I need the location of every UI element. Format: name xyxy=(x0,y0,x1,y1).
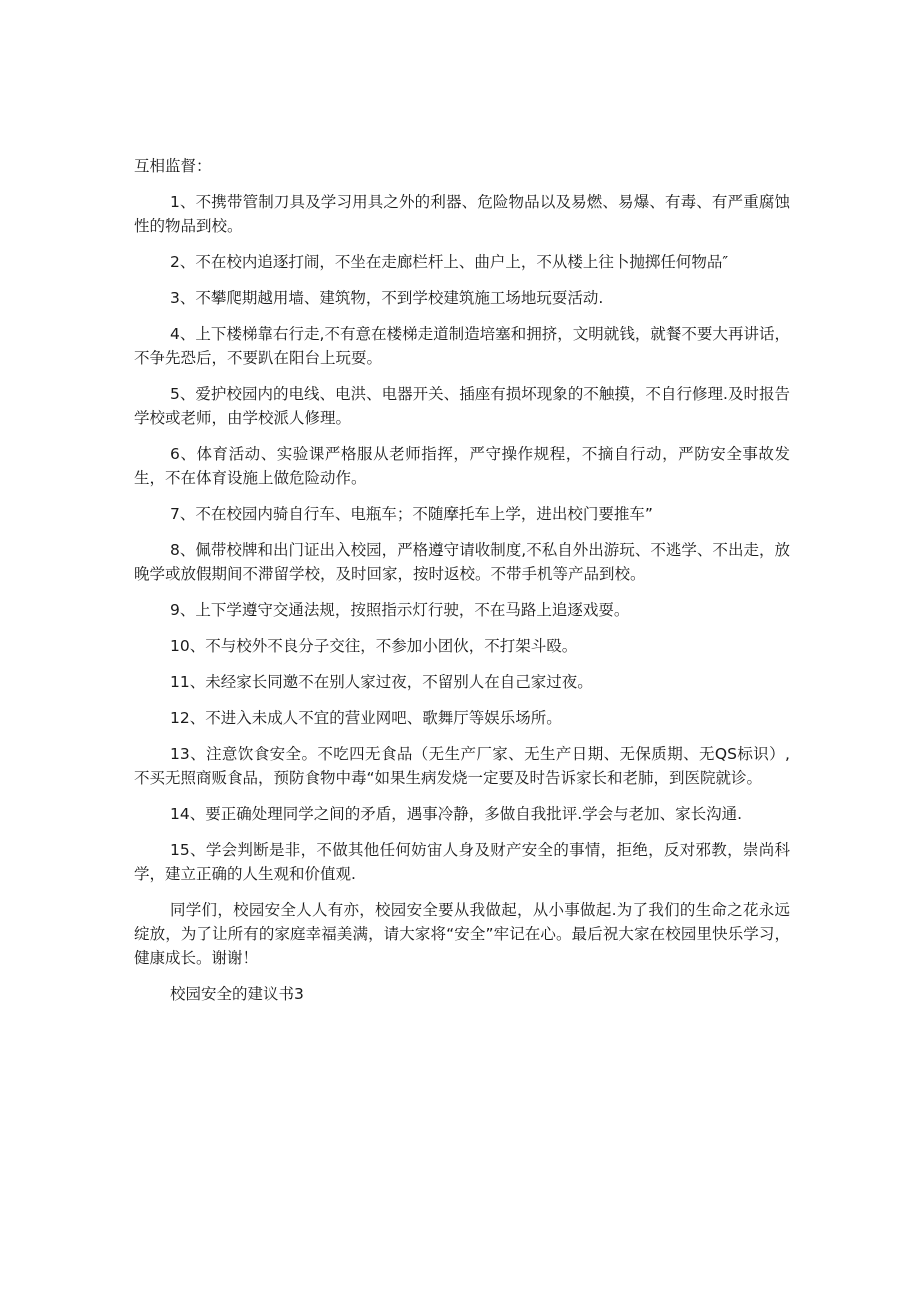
next-section-title: 校园安全的建议书3 xyxy=(170,985,304,1003)
list-item-2: 2、不在校内追逐打闹，不坐在走廊栏杆上、曲户上，不从楼上往卜抛掷任何物品″ xyxy=(170,253,729,271)
list-item-14: 14、要正确处理同学之间的矛盾，遇事冷静，多做自我批评.学会与老加、家长沟通. xyxy=(170,805,743,823)
list-item-1: 1、不携带管制刀具及学习用具之外的利器、危险物品以及易燃、易爆、有毒、有严重腐蚀性的物品到校。 xyxy=(134,193,790,235)
list-item-13: 13、注意饮食安全。不吃四无食品（无生产厂家、无生产日期、无保质期、无QS标识）,不买无照商贩食品，预防食物中毒“如果生病发烧一定要及时告诉家长和老肺，到医院就诊。 xyxy=(134,745,790,787)
list-item-11: 11、未经家长同邀不在别人家过夜，不留别人在自己家过夜。 xyxy=(170,673,593,691)
list-item-10: 10、不与校外不良分子交往，不参加小团伙，不打架斗殴。 xyxy=(170,637,578,655)
list-item-8: 8、佩带校牌和出门证出入校园，严格遵守请收制度,不私自外出游玩、不逃学、不出走，放晚学或放假期间不滞留学校，及时回家，按时返校。不带手机等产品到校。 xyxy=(134,541,790,583)
section-heading: 互相监督： xyxy=(134,157,212,175)
list-item-4: 4、上下楼梯靠右行走,不有意在楼梯走道制造培塞和拥挤，文明就钱，就餐不要大再讲话，不争先恐后，不要趴在阳台上玩耍。 xyxy=(134,325,790,367)
list-item-7: 7、不在校园内骑自行车、电瓶车；不随摩托车上学，进出校门要推车” xyxy=(170,505,653,523)
document-body xyxy=(134,154,790,1006)
list-item-12: 12、不进入未成人不宜的营业网吧、歌舞厅等娱乐场所。 xyxy=(170,709,562,727)
list-item-15: 15、学会判断是非，不做其他任何妨宙人身及财产安全的事情，拒绝，反对邪教，崇尚科学，建立正确的人生观和价值观. xyxy=(134,841,790,883)
list-item-6: 6、体育活动、实验课严格服从老师指挥，严守操作规程，不摘自行动，严防安全事故发生，不在体育设施上做危险动作。 xyxy=(134,445,790,487)
list-item-3: 3、不攀爬期越用墙、建筑物，不到学校建筑施工场地玩耍活动. xyxy=(170,289,604,307)
list-item-5: 5、爱护校园内的电线、电洪、电器开关、插座有损坏现象的不触摸，不自行修理.及时报告学校或老师，由学校派人修理。 xyxy=(134,385,790,427)
closing-paragraph: 同学们，校园安全人人有亦，校园安全要从我做起，从小事做起.为了我们的生命之花永远绽放，为了让所有的家庭幸福美满，请大家将“安全”牢记在心。最后祝大家在校园里快乐学习，健康成长。谢谢！ xyxy=(134,901,790,967)
list-item-9: 9、上下学遵守交通法规，按照指示灯行驶，不在马路上追逐戏耍。 xyxy=(170,601,630,619)
